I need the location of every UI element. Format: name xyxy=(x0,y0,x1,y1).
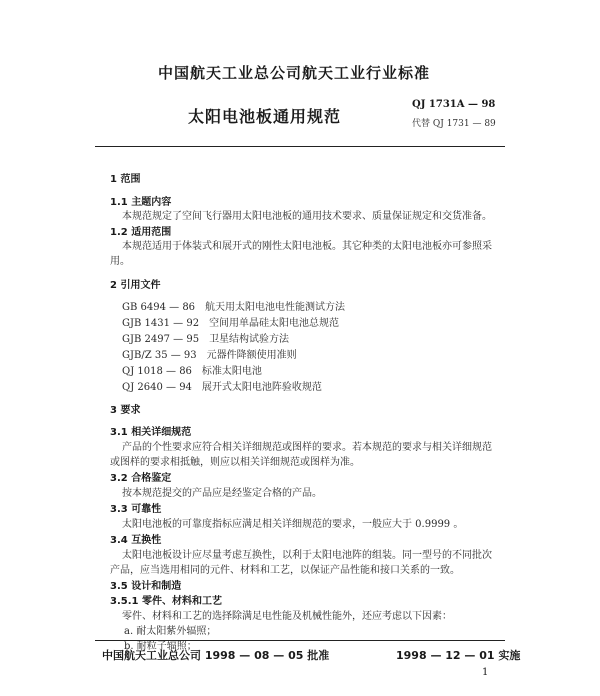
reference-item xyxy=(122,314,339,329)
list-item-a: a. 耐太阳紫外辐照； xyxy=(124,626,217,637)
reference-code: QJ 1018 — 86 xyxy=(122,366,192,377)
section-3-5-1-heading: 3.5.1 零件、材料和工艺 xyxy=(110,596,222,607)
reference-code: GJB 1431 — 92 xyxy=(122,318,200,329)
section-3-1-text-line1: 产品的个性要求应符合相关详细规范或图样的要求。若本规范的要求与相关详细规范 xyxy=(122,442,492,453)
reference-code: GJB/Z 35 — 93 xyxy=(122,350,197,361)
reference-title: 展开式太阳电池阵验收规范 xyxy=(201,382,322,393)
section-3-4-text-line1: 太阳电池板设计应尽量考虑互换性，以利于太阳电池阵的组装。同一型号的不同批次 xyxy=(122,550,492,561)
reference-title: 航天用太阳电池电性能测试方法 xyxy=(205,302,346,313)
section-1-2-heading: 1.2 适用范围 xyxy=(110,227,172,238)
section-1-2-text-line1: 本规范适用于体装式和展开式的刚性太阳电池板。其它种类的太阳电池板亦可参照采 xyxy=(122,241,492,252)
section-1-heading: 1 范围 xyxy=(110,174,141,185)
page-number: 1 xyxy=(482,667,489,678)
reference-code: GJB 2497 — 95 xyxy=(122,334,200,345)
list-item-b: b. 耐粒子辐照； xyxy=(124,641,197,652)
document-title: 太阳电池板通用规范 xyxy=(188,107,342,126)
section-1-1-text: 本规范规定了空间飞行器用太阳电池板的通用技术要求、质量保证规定和交货准备。 xyxy=(122,211,492,222)
reference-item xyxy=(122,298,345,313)
footer-rule xyxy=(95,640,505,641)
section-3-4-text-line2: 产品，应当选用相同的元件、材料和工艺，以保证产品性能和接口关系的一致。 xyxy=(110,565,460,576)
section-3-5-1-text: 零件、材料和工艺的选择除满足电性能及机械性能外，还应考虑以下因素： xyxy=(122,611,452,622)
section-1-2-text-line2: 用。 xyxy=(110,256,130,267)
reference-item xyxy=(122,330,289,345)
section-2-heading: 2 引用文件 xyxy=(110,280,161,291)
section-3-4-heading: 3.4 互换性 xyxy=(110,535,162,546)
section-3-1-heading: 3.1 相关详细规范 xyxy=(110,427,192,438)
reference-title: 卫星结构试验方法 xyxy=(209,334,290,345)
standard-code: QJ 1731A — 98 xyxy=(412,99,496,110)
section-3-heading: 3 要求 xyxy=(110,405,141,416)
section-3-5-heading: 3.5 设计和制造 xyxy=(110,581,182,592)
reference-item xyxy=(122,378,322,393)
supersedes-note: 代替 QJ 1731 — 89 xyxy=(412,119,496,129)
section-3-1-text-line2: 或图样的要求相抵触，则应以相关详细规范或图样为准。 xyxy=(110,457,360,468)
section-3-3-text: 太阳电池板的可靠度指标应满足相关详细规范的要求，一般应大于 0.9999 。 xyxy=(122,519,464,530)
reference-title: 空间用单晶硅太阳电池总规范 xyxy=(209,318,340,329)
issuing-organization: 中国航天工业总公司航天工业行业标准 xyxy=(158,64,431,82)
section-3-3-heading: 3.3 可靠性 xyxy=(110,504,162,515)
section-1-1-heading: 1.1 主题内容 xyxy=(110,197,172,208)
implementation-date: 1998 — 12 — 01 实施 xyxy=(396,649,521,662)
section-3-2-heading: 3.2 合格鉴定 xyxy=(110,473,172,484)
reference-item xyxy=(122,346,297,361)
reference-title: 标准太阳电池 xyxy=(201,366,262,377)
approval-line: 中国航天工业总公司 1998 — 08 — 05 批准 xyxy=(102,649,330,662)
reference-code: QJ 2640 — 94 xyxy=(122,382,192,393)
reference-item xyxy=(122,362,262,377)
reference-title: 元器件降额使用准则 xyxy=(206,350,297,361)
header-rule xyxy=(95,146,505,147)
section-3-2-text: 按本规范提交的产品应是经鉴定合格的产品。 xyxy=(122,488,322,499)
reference-code: GB 6494 — 86 xyxy=(122,302,196,313)
